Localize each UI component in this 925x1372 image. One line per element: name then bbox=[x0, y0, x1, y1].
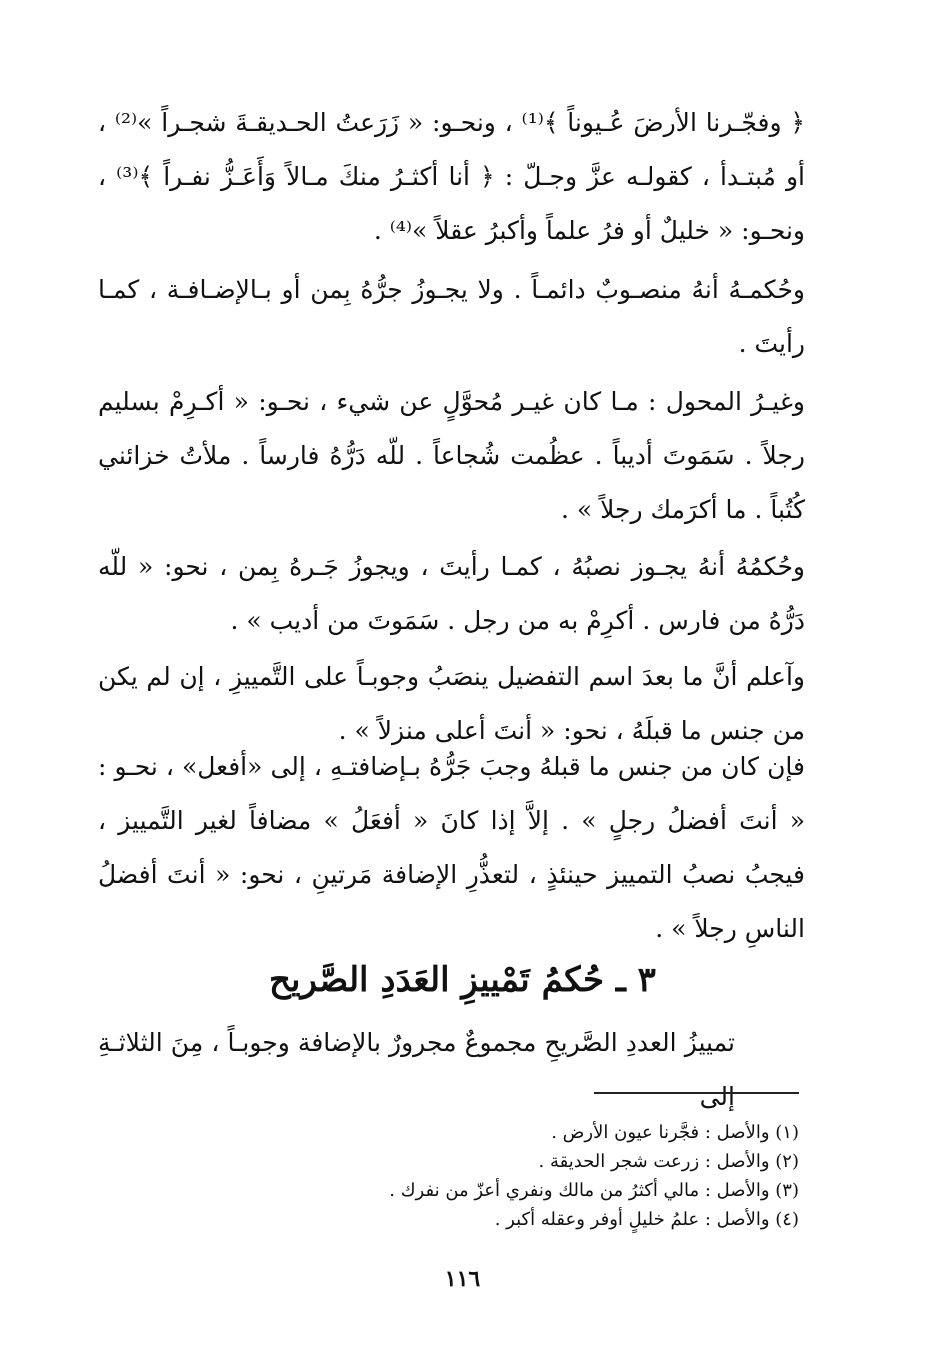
body-paragraph-6: فإن كان من جنس ما قبلهُ وجبَ جَرُّهُ بـإضافتـهِ ، إلى «أفعل» ، نحـو : « أنتَ أفضلُ رجلٍ » . إلاَّ إذا كانَ « أفعَلُ » مضافاً لغير التَّمييز ، فيجبُ نصبُ التمييز حينئذٍ ، لتعذُّرِ الإضافة مَرتينِ ، نحو: « أنتَ أفضلُ الناسِ رجلاً » . bbox=[98, 752, 805, 943]
body-paragraph-4: وحُكمُهُ أنهُ يجـوز نصبُهُ ، كمـا رأيتَ ، ويجوزُ جَـرهُ بِمن ، نحو: « للّه دَرُّهُ من فارس . أكرِمْ به من رجل . سَمَوتَ من أديب » . bbox=[98, 552, 805, 635]
footnote-1: (١) والأصل : فجَّرنا عيون الأرض . bbox=[551, 1122, 799, 1143]
footnote-4: (٤) والأصل : علمُ خليلٍ أوفر وعقله أكبر . bbox=[494, 1209, 799, 1230]
footnote-3: (٣) والأصل : مالي أكثرُ من مالك ونفري أعزّ من نفرك . bbox=[389, 1180, 799, 1201]
section-heading: ٣ ـ حُكمُ تَمْييزِ العَدَدِ الصَّريح bbox=[269, 960, 656, 1000]
page-number: ١١٦ bbox=[444, 1266, 481, 1292]
section-paragraph: تمييزُ العددِ الصَّريحِ مجموعٌ مجرورٌ بالإضافة وجوبـاً ، مِنَ الثلاثـةِ إلى bbox=[98, 1028, 735, 1111]
body-paragraph-2: وحُكمـهُ أنهُ منصـوبٌ دائمـاً . ولا يجـوزُ جرُّهُ بِمن أو بـالإضـافـة ، كمـا رأيتَ . bbox=[98, 275, 805, 358]
body-paragraph-5: وآعلم أنَّ ما بعدَ اسم التفضيل ينصَبُ وجوبـاً على التَّمييزِ ، إن لم يكن من جنس ما قبلَهُ ، نحو: « أنتَ أعلى منزلاً » . bbox=[98, 662, 805, 745]
body-paragraph-3: وغيـرُ المحول : مـا كان غيـر مُحوَّلٍ عن شيء ، نحـو: « أكـرِمْ بسليم رجلاً . سَمَوتَ أديباً . عظُمت شُجاعاً . للّه دَرُّهُ فارساً . ملأتُ خزائني كُتُباً . ما أكرَمك رجلاً » . bbox=[98, 387, 805, 524]
body-paragraph-1: ﴿ وفجّـرنا الأرضَ عُـيوناً ﴾⁽¹⁾ ، ونحـو: « زَرَعتُ الحـديقـةَ شجـراً »⁽²⁾ ، أو مُبتـدأ ، كقولـه عزَّ وجـلّ : ﴿ أنا أكثـرُ منكَ مـالاً وَأَعَـزُّ نفـراً ﴾⁽³⁾ ، ونحـو: « خليلٌ أو فرُ علماً وأكبرُ عقلاً »⁽⁴⁾ . bbox=[98, 108, 806, 245]
footnotes-list bbox=[120, 1118, 799, 1234]
footnote-2: (٢) والأصل : زرعت شجر الحديقة . bbox=[538, 1151, 799, 1172]
footnote-separator bbox=[594, 1092, 799, 1094]
